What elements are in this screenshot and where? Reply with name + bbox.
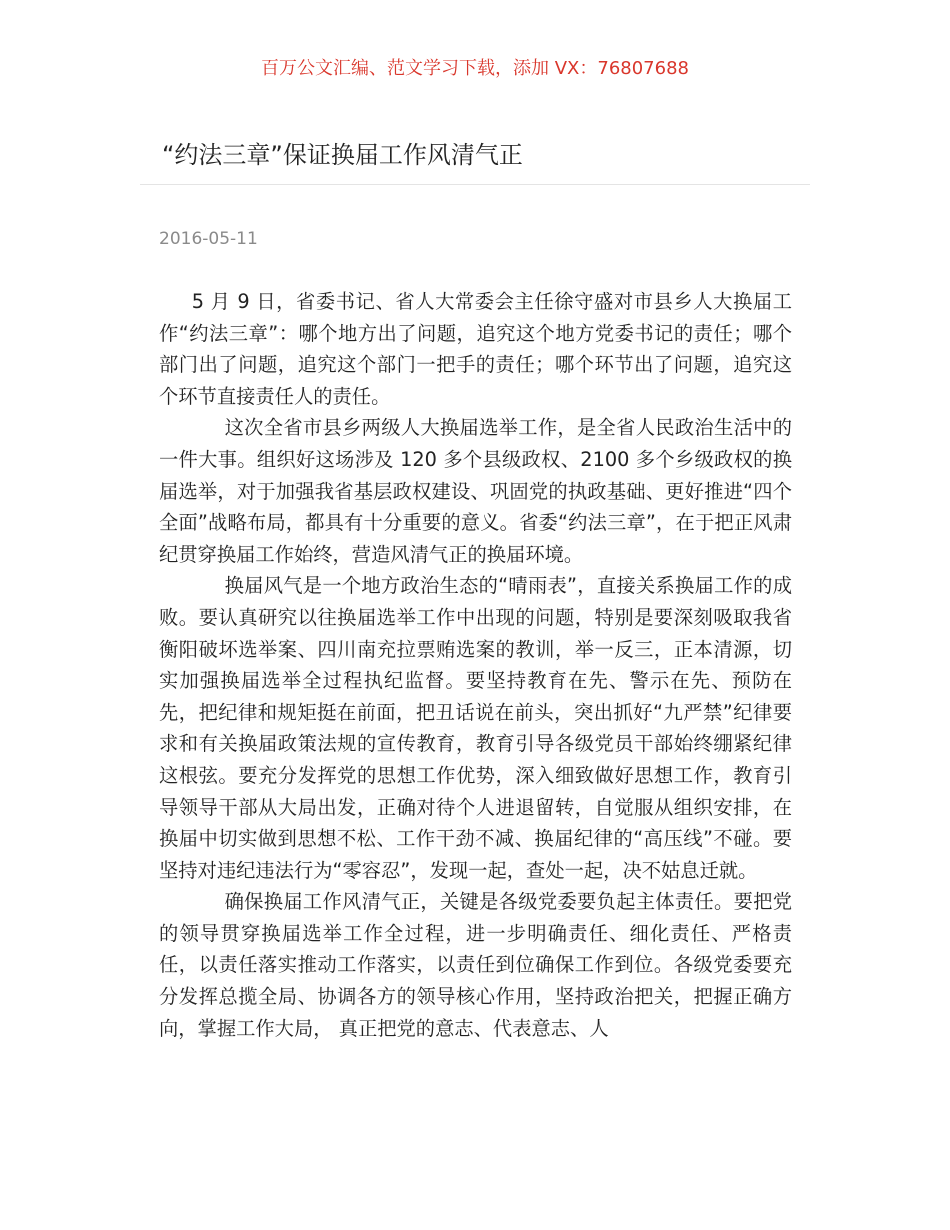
promo-banner: 百万公文汇编、范文学习下载，添加 VX：76807688 [261,58,689,79]
paragraph-4: 确保换届工作风清气正，关键是各级党委要负起主体责任。要把党的领导贯穿换届选举工作全过程，进一步明确责任、细化责任、严格责任，以责任落实推动工作落实，以责任到位确保工作到位。各级党委要充分发挥总揽全局、协调各方的领导核心作用，坚持政治把关，把握正确方向，掌握工作大局， 真正把党的意志、代表意志、人 [159,890,792,1040]
publish-date: 2016-05-11 [159,229,258,249]
article-body [159,286,792,1044]
title-divider [140,184,810,185]
article-title: “约法三章”保证换届工作风清气正 [162,141,523,169]
paragraph-1: 5 月 9 日，省委书记、省人大常委会主任徐守盛对市县乡人大换届工作“约法三章”：哪个地方出了问题，追究这个地方党委书记的责任；哪个部门出了问题，追究这个部门一把手的责任；哪个环节出了问题，追究这个环节直接责任人的责任。 [159,290,792,408]
paragraph-3: 换届风气是一个地方政治生态的“晴雨表”，直接关系换届工作的成败。要认真研究以往换届选举工作中出现的问题，特别是要深刻吸取我省衡阳破坏选举案、四川南充拉票贿选案的教训，举一反三，正本清源，切实加强换届选举全过程执纪监督。要坚持教育在先、警示在先、预防在先，把纪律和规矩挺在前面，把丑话说在前头，突出抓好“九严禁”纪律要求和有关换届政策法规的宣传教育，教育引导各级党员干部始终绷紧纪律这根弦。要充分发挥党的思想工作优势，深入细致做好思想工作，教育引导领导干部从大局出发，正确对待个人进退留转，自觉服从组织安排，在换届中切实做到思想不松、工作干劲不减、换届纪律的“高压线”不碰。要坚持对违纪违法行为“零容忍”，发现一起，查处一起，决不姑息迁就。 [159,574,792,882]
paragraph-2: 这次全省市县乡两级人大换届选举工作，是全省人民政治生活中的一件大事。组织好这场涉及 120 多个县级政权、2100 多个乡级政权的换届选举，对于加强我省基层政权建设、巩固党的执政基础、更好推进“四个全面”战略布局，都具有十分重要的意义。省委“约法三章”，在于把正风肃纪贯穿换届工作始终，营造风清气正的换届环境。 [159,416,792,566]
